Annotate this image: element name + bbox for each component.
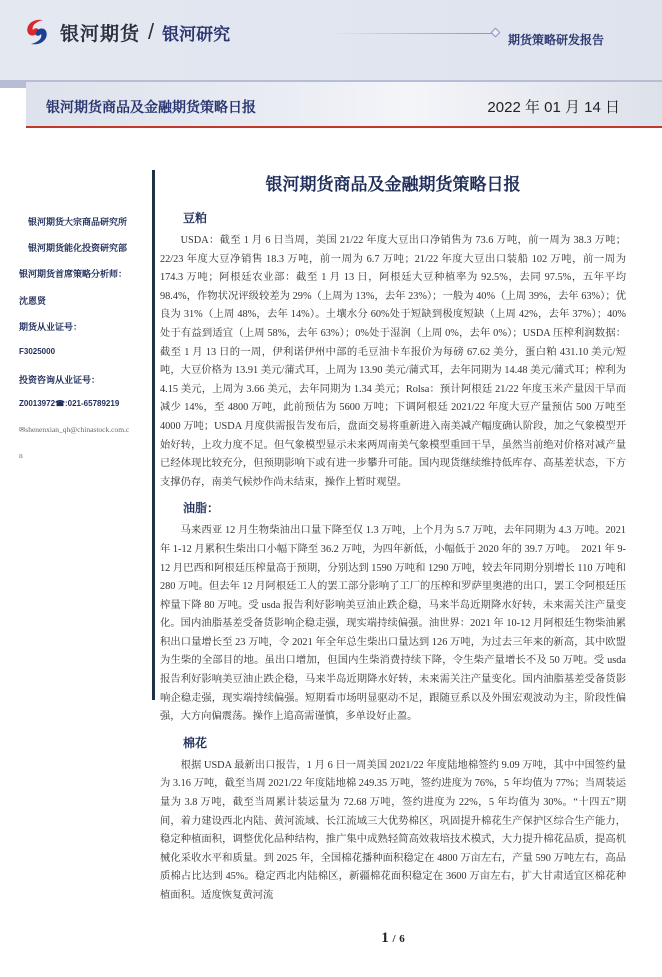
banner-title: 银河期货商品及金融期货策略日报 <box>46 99 256 115</box>
analyst-name: 沈恩贤 <box>19 296 47 306</box>
brand-row <box>22 17 230 47</box>
section-text-soymeal: USDA：截至 1 月 6 日当周，美国 21/22 年度大豆出口净销售为 73.6 万吨，前一周为 38.3 万吨；22/23 年度大豆净销售 18.3 万吨，前一周为 6.7 万吨；21/22 年度大豆出口装船 102 万吨，前一周为 174.3 万吨；阿根廷农业部：截至 1 月 13 日，阿根廷大豆种植率为 92.5%，去同 97.5%，五年平均 98.4%，作物状况评级较差为 29%（上周为 13%，去年 23%）；一般为 40%（上周 39%，去年 63%）；优良为 31%（上周 48%，去年 14%）。土壤水分 60%处于短缺到极度短缺（上周 42%，去年 37%）；40%处于有益到适宜（上周 58%，去年 63%）；0%处于湿润（上周 0%，去年 0%）；USDA 压榨利润数据：截至 1 月 13 日的一周，伊利诺伊州中部的毛豆油卡车报价为每磅 67.62 美分，蛋白粕 431.10 美元/短吨，大豆价格为 13.91 美元/蒲式耳，上周为 13.90 美元/蒲式耳，去年同期为 14.48 美元/蒲式耳；榨利为 4.15 美元，上周为 3.66 美元，去年同期为 1.34 美元；Rolsa：预计阿根廷 21/22 年度玉米产量因干旱而减少 14%，至 4800 万吨，此前预估为 5600 万吨；下调阿根廷 2021/22 年度大豆产量预估 500 万吨至 4000 万吨；USDA 月度供需报告发布后，盘面交易将重新进入南美减产幅度确认阶段，加之气象模型开始好转，上攻力度不足。但气象模型显示未来两周南美气象模型重回干旱，虽然当前绝对价格对减产量已经体现比较充分，但预期影响下或有进一步攀升可能。国内现货继续维持低库存、高基差状态，下方支撑仍存，南美气候炒作尚未结束，操作上暂时观望。 <box>160 235 626 488</box>
sidebar-line: 期货从业证号： <box>19 322 83 332</box>
page-number <box>160 930 626 947</box>
galaxy-futures-logo-icon <box>22 17 52 47</box>
sidebar-line: 银河期货首席策略分析师： <box>19 269 128 279</box>
report-type: 期货策略研发报告 <box>508 33 605 47</box>
section-text-oils: 马来西亚 12 月生物柴油出口量下降至仅 1.3 万吨，上个月为 5.7 万吨，去年同期为 4.3 万吨。2021 年 1-12 月累积生柴出口小幅下降至 36.2 万吨，为四年新低，小幅低于 2020 年的 39.7 万吨。 2021 年 9-12 月巴西和阿根廷压榨量高于预期，分别达到 1590 万吨和 1290 万吨，较去年同期分别增长 110 万吨和 280 万吨。但去年 12 月阿根廷工人的罢工部分影响了工厂的压榨和罗萨里奥港的出口，罢工令阿根廷压榨量下降 80 万吨。受 usda 报告利好影响美豆油止跌企稳，马来半岛近期降水好转，未来需关注产量变化。国内油脂基差受备货影响企稳走强，现实端持续偏强。油世界：2021 年 10-12 月阿根廷生物柴油累积出口量增长至 23 万吨，令 2021 年全年总生柴出口量达到 126 万吨，为过去三年来的新高，其中欧盟为生柴的全部目的地。虽出口增加，但国内生柴消费持续下降，令生柴产量增长不及 50 万吨。受 usda 报告利好影响美豆油止跌企稳，马来半岛近期降水好转，未来需关注产量变化。国内油脂基差受备货影响企稳走强，现实端持续偏强。短期看市场明显驱动不足，跟随豆系以及外围宏观波动为主，阶段性偏强，大方向偏震荡。操作上追高需谨慎，多单设好止盈。 <box>160 525 626 723</box>
section-heading-cotton: 棉花 <box>183 735 208 750</box>
brand-name: 银河期货 <box>60 23 141 45</box>
email-link[interactable]: ✉shenenxian_qh@chinastock.com.c <box>19 425 130 434</box>
section-text-cotton: 根据 USDA 最新出口报告，1 月 6 日一周美国 2021/22 年度陆地棉签约 9.09 万吨，其中中国签约量为 3.16 万吨，截至当周 2021/22 年度陆地棉 249.35 万吨，签约进度为 76%，5 年均值为 77%；当周装运量为 3.8 万吨，截至当周累计装运量为 72.68 万吨，签约进度为 22%，5 年均值为 30%。“十四五”期间，着力建设西北内陆、黄河流域、长江流域三大优势棉区，巩固提升棉花生产保护区综合生产能力，稳定种植面积，调整优化品种结构，推广集中成熟轻简高效栽培技术模式，大力提升棉花品质，提高机械化采收水平和质量。到 2025 年，全国棉花播种面积稳定在 4800 万亩左右，产量 590 万吨左右，高品质棉占比达到 45%。稳定西北内陆棉区，新疆棉花面积稳定在 3600 万亩左右，扩大甘肃适宜区棉花种植面积。适度恢复黄河流 <box>160 759 626 901</box>
current-page: 1 <box>381 929 389 946</box>
consult-number-phone: Z0013972☎:021-65789219 <box>19 399 120 408</box>
email-link-continued[interactable]: n <box>19 451 23 460</box>
decorative-line <box>330 33 495 34</box>
section-heading-soymeal: 豆粕 <box>183 211 208 225</box>
sidebar-line: 银河期货能化投资研究部 <box>28 243 128 253</box>
document-body <box>160 172 626 977</box>
report-date: 2022 年 01 月 14 日 <box>487 99 620 116</box>
report-banner <box>26 82 662 128</box>
sub-brand-name: 银河研究 <box>162 24 231 44</box>
section-heading-oils: 油脂： <box>183 501 220 516</box>
total-pages: 6 <box>399 932 405 945</box>
license-number: F3025000 <box>19 347 56 356</box>
sidebar-divider <box>152 170 155 700</box>
sidebar-line: 银河期货大宗商品研究所 <box>28 217 128 227</box>
sidebar-line: 投资咨询从业证号： <box>19 375 101 385</box>
brand-separator: / <box>148 19 155 44</box>
page-separator: / <box>392 932 396 945</box>
document-title: 银河期货商品及金融期货策略日报 <box>265 175 521 194</box>
